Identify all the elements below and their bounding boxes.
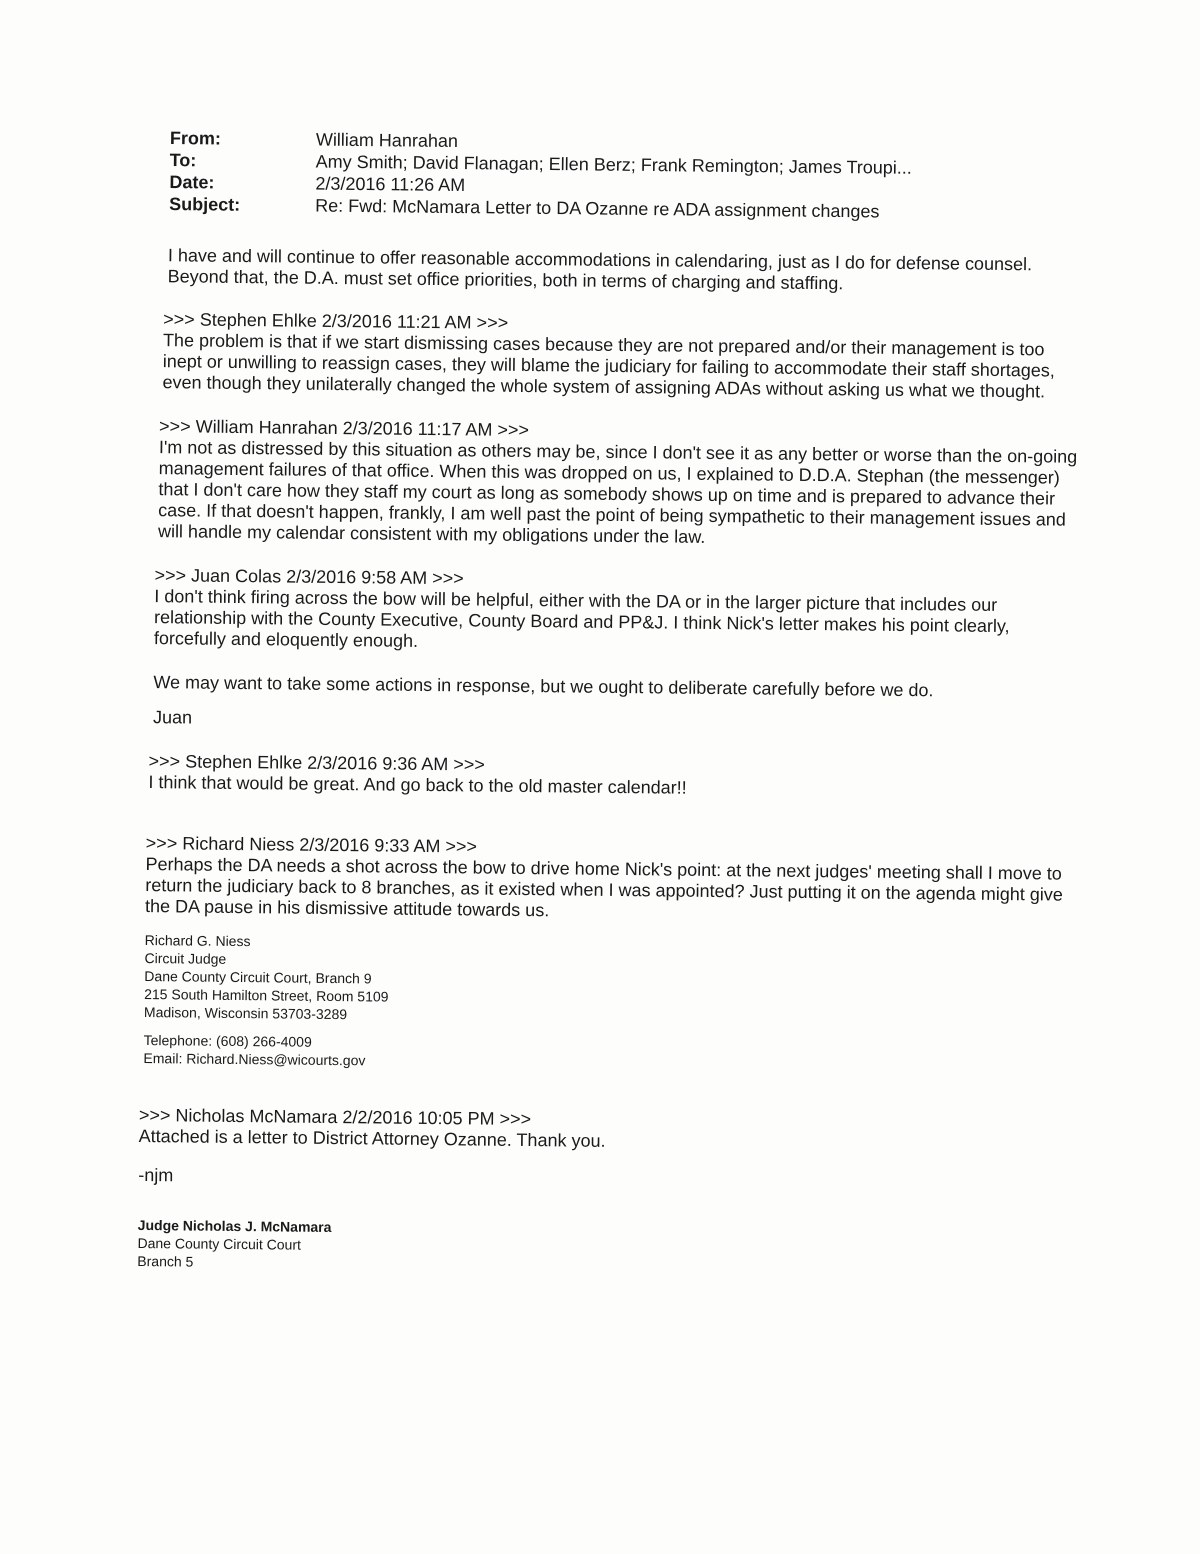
message-header: >>> Nicholas McNamara 2/2/2016 10:05 PM >>> xyxy=(138,1104,532,1130)
sig-branch: Branch 5 xyxy=(137,1252,194,1270)
message-header: >>> Stephen Ehlke 2/3/2016 9:36 AM >>> xyxy=(148,751,485,775)
sig-email[interactable]: Email: Richard.Niess@wicourts.gov xyxy=(143,1050,366,1069)
message-header: >>> William Hanrahan 2/3/2016 11:17 AM >>> xyxy=(158,416,530,441)
message-richard-niess-0933 xyxy=(143,833,1079,1077)
sig-court: Dane County Circuit Court, Branch 9 xyxy=(144,968,372,987)
message-signoff: Juan xyxy=(152,707,193,728)
from-value: William Hanrahan xyxy=(315,129,459,152)
subject-value: Re: Fwd: McNamara Letter to DA Ozanne re ADA assignment changes xyxy=(315,195,880,222)
sig-name: Richard G. Niess xyxy=(144,932,251,950)
message-juan-colas-0958 xyxy=(153,565,1083,738)
email-body xyxy=(135,245,1086,1280)
from-label: From: xyxy=(169,128,221,149)
message-header: >>> Juan Colas 2/3/2016 9:58 AM >>> xyxy=(154,565,464,589)
message-text: I don't think firing across the bow will be helpful, either with the DA or in the larger picture that includes our relationship with the County Executive, County Board and PP&J. I think Nick's letter makes his point clearly, forcefully and eloquently enough. xyxy=(153,586,1010,651)
message-signoff: -njm xyxy=(138,1164,174,1186)
date-value: 2/3/2016 11:26 AM xyxy=(315,173,466,196)
message-stephen-ehlke-1121 xyxy=(162,309,1085,403)
intro-paragraph: I have and will continue to offer reasonable accommodations in calendaring, just as I do for defense counsel. Beyond that, the D.A. must set office priorities, both in terms of charging and staffing. xyxy=(167,245,1033,294)
message-text: I think that would be great. And go back to the old master calendar!! xyxy=(148,772,687,798)
message-header: >>> Richard Niess 2/3/2016 9:33 AM >>> xyxy=(145,833,478,857)
niess-signature xyxy=(143,931,1078,1077)
message-nicholas-mcnamara-2205 xyxy=(137,1105,1077,1280)
message-stephen-ehlke-0936 xyxy=(148,751,1080,803)
sig-title: Circuit Judge xyxy=(144,950,227,967)
sig-city: Madison, Wisconsin 53703-3289 xyxy=(143,1004,348,1023)
mcnamara-signature xyxy=(137,1216,1076,1280)
subject-label: Subject: xyxy=(169,193,241,215)
message-header: >>> Stephen Ehlke 2/3/2016 11:21 AM >>> xyxy=(163,309,509,333)
sig-name: Judge Nicholas J. McNamara xyxy=(137,1216,332,1235)
sig-phone: Telephone: (608) 266-4009 xyxy=(143,1032,312,1050)
to-value: Amy Smith; David Flanagan; Ellen Berz; Frank Remington; James Troupi... xyxy=(315,151,912,178)
message-text: Attached is a letter to District Attorney Ozanne. Thank you. xyxy=(138,1125,606,1151)
message-text-2: We may want to take some actions in response, but we ought to deliberate carefully before we do. xyxy=(153,672,934,701)
email-header xyxy=(169,128,990,225)
message-text: Perhaps the DA needs a shot across the bow to drive home Nick's point: at the next judges' meeting shall I move to return the judiciary back to 8 branches, as it existed when I was appointed? Just putting it on the agenda might give the DA pause in his dismissive attitude towards us. xyxy=(144,854,1063,921)
sig-court: Dane County Circuit Court xyxy=(137,1234,302,1253)
message-william-hanrahan-1117 xyxy=(158,416,1084,552)
message-text: I'm not as distressed by this situation as others may be, since I don't see it as any better or worse than the on-going management failures of that office. When this was dropped on us, I explained to D.D.A. Stephan (the messenger) that I don't care how they staff my court as long as somebody shows up on time and is prepared to advance their case. If that doesn't happen, frankly, I am well past the point of being sympathetic to their management issues and will handle my calendar consistent with my obligations under the law. xyxy=(157,437,1078,547)
to-label: To: xyxy=(169,149,197,171)
sig-street: 215 South Hamilton Street, Room 5109 xyxy=(144,986,389,1005)
message-text: The problem is that if we start dismissing cases because they are not prepared and/or their management is too inept or unwilling to reassign cases, they will blame the judiciary for failing to accommodate their staff shortages, even though they unilaterally changed the whole system of assigning ADAs without asking us what we thought. xyxy=(162,330,1055,402)
date-label: Date: xyxy=(169,171,215,193)
